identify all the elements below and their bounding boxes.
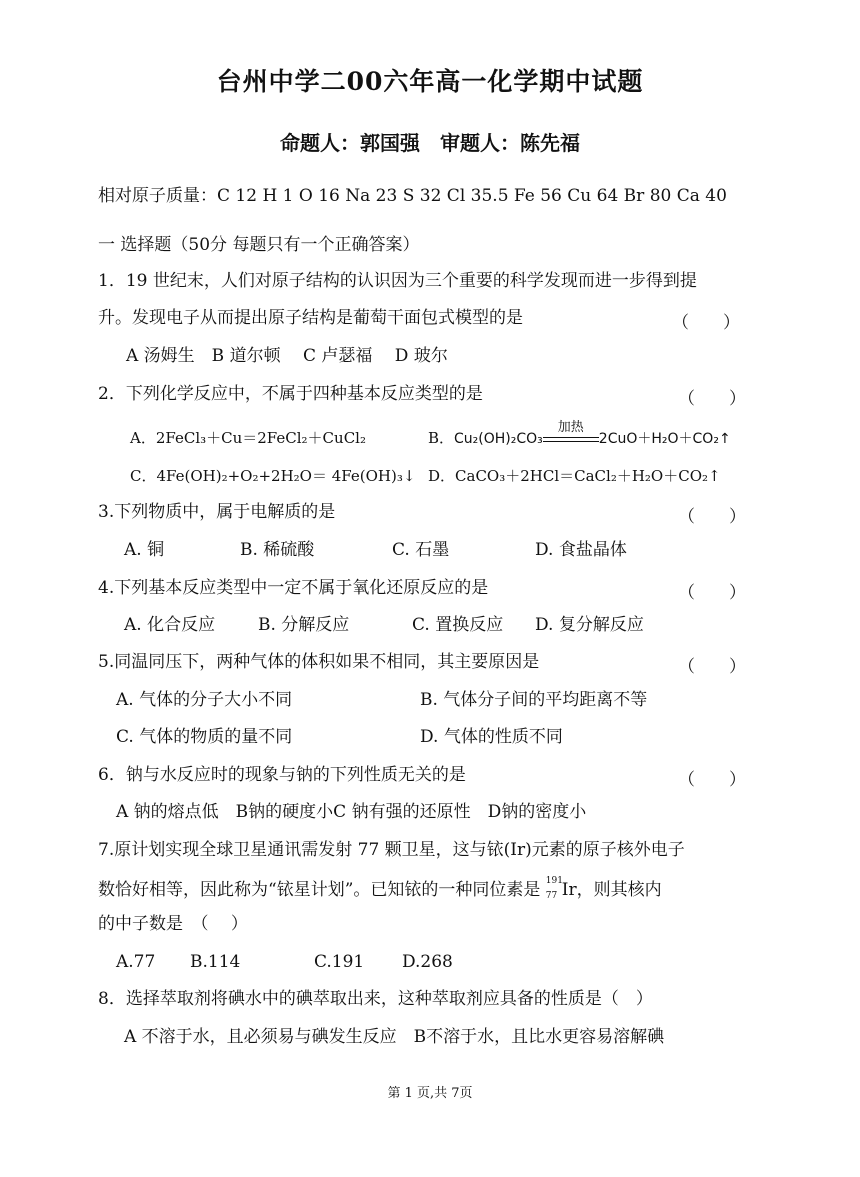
q3-option-a: A. 铜 (124, 540, 165, 560)
q7-option-d: D.268 (402, 952, 453, 972)
authors-line: 命题人：郭国强 审题人：陈先福 (280, 131, 580, 155)
q7-option-c: C.191 (314, 952, 365, 972)
q6-stem: 6．钠与水反应时的现象与钠的下列性质无关的是 (98, 765, 466, 785)
q2-option-b-label: B． (428, 429, 455, 447)
q6-options: A 钠的熔点低 B钠的硬度小C 钠有强的还原性 D钠的密度小 (116, 802, 587, 822)
q7-option-b: B.114 (190, 952, 241, 972)
q3-option-b: B. 稀硫酸 (240, 540, 315, 560)
q1-line2: 升。发现电子从而提出原子结构是葡萄干面包式模型的是 (98, 308, 523, 328)
q5-option-a: A. 气体的分子大小不同 (116, 690, 293, 710)
q4-option-b: B. 分解反应 (258, 615, 350, 635)
q7-option-a: A.77 (116, 952, 156, 972)
q3-answer-paren: （ ） (678, 507, 746, 527)
q2-option-b-products: 2CuO＋H₂O＋CO₂↑ (598, 431, 731, 447)
q3-option-c: C. 石墨 (392, 540, 450, 560)
q2-option-b-reactant: Cu₂(OH)₂CO₃ (454, 431, 543, 447)
page-footer: 第 1 页,共 7页 (387, 1086, 473, 1101)
q1-answer-paren: （ ） (672, 313, 740, 333)
q7-line2-text: 数恰好相等，因此称为“铱星计划”。已知铱的一种同位素是 (98, 880, 546, 900)
q8-options: A 不溶于水，且必须易与碘发生反应 B不溶于水，且比水更容易溶解碘 (124, 1027, 665, 1047)
q5-answer-paren: （ ） (678, 657, 746, 677)
q4-stem: 4.下列基本反应类型中一定不属于氧化还原反应的是 (98, 578, 489, 598)
q5-option-b: B. 气体分子间的平均距离不等 (420, 690, 648, 710)
q7-line1: 7.原计划实现全球卫星通讯需发射 77 颗卫星，这与铱(Ir)元素的原子核外电子 (98, 840, 685, 860)
q5-option-c: C. 气体的物质的量不同 (116, 727, 293, 747)
q7-line3: 的中子数是 （ ） (98, 914, 248, 934)
q2-option-b-condition: 加热 (557, 420, 584, 435)
q2-option-a: A．2FeCl₃＋Cu＝2FeCl₂＋CuCl₂ (130, 429, 366, 447)
q1-options: A 汤姆生 B 道尔顿 C 卢瑟福 D 玻尔 (126, 346, 448, 366)
q3-option-d: D. 食盐晶体 (535, 540, 627, 560)
q3-stem: 3.下列物质中，属于电解质的是 (98, 502, 336, 522)
section-heading: 一 选择题（50分 每题只有一个正确答案） (98, 235, 420, 255)
q2-stem: 2．下列化学反应中，不属于四种基本反应类型的是 (98, 384, 483, 404)
q4-option-a: A. 化合反应 (124, 615, 216, 635)
q8-stem: 8．选择萃取剂将碘水中的碘萃取出来，这种萃取剂应具备的性质是（ ） (98, 989, 653, 1009)
atomic-masses: 相对原子质量：C 12 H 1 O 16 Na 23 S 32 Cl 35.5 Fe 56 Cu 64 Br 80 Ca 40 (98, 186, 727, 206)
q2-option-c: C．4Fe(OH)₂+O₂+2H₂O＝ 4Fe(OH)₃↓ (130, 467, 416, 485)
q4-answer-paren: （ ） (678, 583, 746, 603)
q5-stem: 5.同温同压下，两种气体的体积如果不相同，其主要原因是 (98, 652, 540, 672)
q1-line1: 1．19 世纪末，人们对原子结构的认识因为三个重要的科学发现而进一步得到提 (98, 271, 697, 291)
q6-answer-paren: （ ） (678, 770, 746, 790)
q4-option-c: C. 置换反应 (412, 615, 504, 635)
q2-option-d: D．CaCO₃＋2HCl＝CaCl₂＋H₂O＋CO₂↑ (428, 467, 721, 485)
q4-option-d: D. 复分解反应 (535, 615, 644, 635)
q2-option-b-equals (543, 420, 599, 444)
q7-line2-end: Ir，则其核内 (561, 880, 662, 900)
isotope-atomic-number: 77 (545, 891, 558, 901)
q5-option-d: D. 气体的性质不同 (420, 727, 563, 747)
isotope-mass-number: 191 (545, 876, 563, 886)
q7-line2 (98, 877, 662, 900)
q2-option-b (428, 420, 731, 449)
q2-answer-paren: （ ） (678, 389, 746, 409)
page-title: 台州中学二00六年高一化学期中试题 (216, 67, 644, 96)
isotope-notation (545, 876, 563, 901)
